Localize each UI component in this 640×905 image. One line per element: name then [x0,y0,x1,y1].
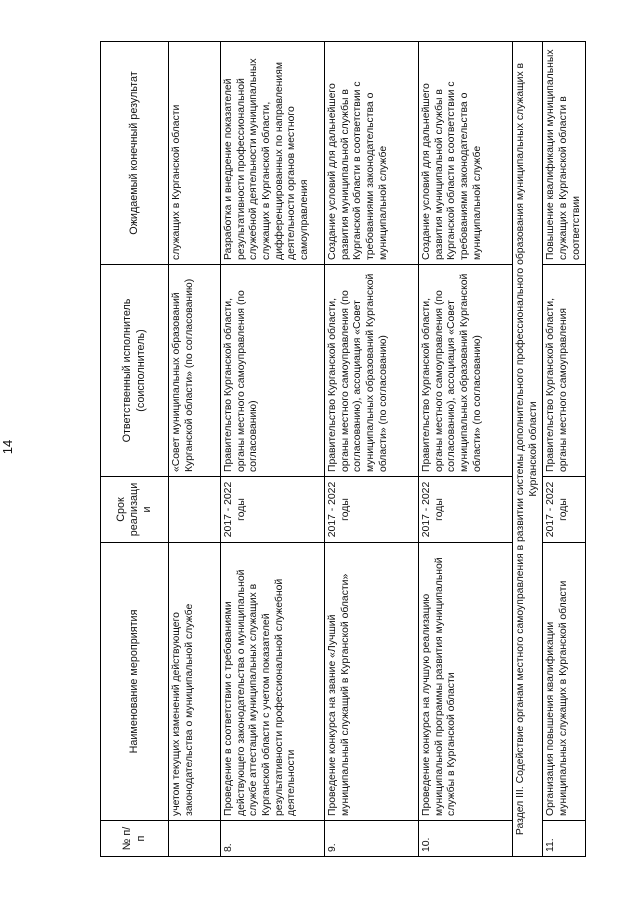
cell-result: Создание условий для дальнейшего развития муниципальной службы в Курганской области в соответствии с требованиями законодательства о муниципальной службе [419,42,513,265]
measures-table [100,41,586,857]
cell-executor: Правительство Курганской области, органы местного самоуправления [543,265,586,477]
cell-result: Разработка и внедрение показателей результативности профессиональной служебной деятельности муниципальных служащих в Курганской области, дифференцированных по направлениям деятельности органов местного самоуправления [221,42,325,265]
cell-term: 2017 - 2022 годы [419,477,513,543]
cell-executor: Правительство Курганской области, органы местного самоуправления (по согласованию), ассоциация «Совет муниципальных образований Курганской области» (по согласованию) [419,265,513,477]
cell-num: 10. [419,821,513,857]
cell-result: служащих в Курганской области [169,42,221,265]
header-term: Срок реализации [101,477,169,543]
cell-name: учетом текущих изменений действующего законодательства о муниципальной службе [169,543,221,821]
cell-result: Повышение квалификации муниципальных служащих в Курганской области в соответствии [543,42,586,265]
header-executor: Ответственный исполнитель (соисполнитель) [101,265,169,477]
cell-name: Организация повышения квалификации муниципальных служащих в Курганской области [543,543,586,821]
table-row [419,42,513,857]
cell-name: Проведение конкурса на звание «Лучший муниципальный служащий в Курганской области» [325,543,419,821]
cell-executor: «Совет муниципальных образований Курганской области» (по согласованию) [169,265,221,477]
cell-num: 8. [221,821,325,857]
cell-executor: Правительство Курганской области, органы местного самоуправления (по согласованию), ассоциация «Совет муниципальных образований Курганской области» (по согласованию) [325,265,419,477]
cell-term: 2017 - 2022 годы [221,477,325,543]
cell-num: 11. [543,821,586,857]
header-result: Ожидаемый конечный результат [101,42,169,265]
page-number: 14 [0,439,15,455]
table-row [169,42,221,857]
header-name: Наименование мероприятия [101,543,169,821]
table-row [221,42,325,857]
cell-name: Проведение в соответствии с требованиями действующего законодательства о муниципальной службе аттестаций муниципальных служащих в Курганской области с учетом показателей результативности профессиональной служебной деятельности [221,543,325,821]
section-row [513,42,543,857]
cell-result: Создание условий для дальнейшего развития муниципальной службы в Курганской области в соответствии с требованиями законодательства о муниципальной службе [325,42,419,265]
header-num: № п/п [101,821,169,857]
cell-executor: Правительство Курганской области, органы местного самоуправления (по согласованию) [221,265,325,477]
cell-name: Проведение конкурса на лучшую реализацию муниципальной программы развития муниципальной службы в Курганской области [419,543,513,821]
rotated-page [100,42,582,857]
cell-num: 9. [325,821,419,857]
cell-term: 2017 - 2022 годы [543,477,586,543]
table-row [325,42,419,857]
cell-term: 2017 - 2022 годы [325,477,419,543]
cell-num [169,821,221,857]
table-row [543,42,586,857]
section-title: Раздел III. Содействие органам местного самоуправления в развитии системы дополнительного профессионального образования муниципальных служащих в Курганской области [513,42,543,857]
cell-term [169,477,221,543]
table-header-row [101,42,169,857]
